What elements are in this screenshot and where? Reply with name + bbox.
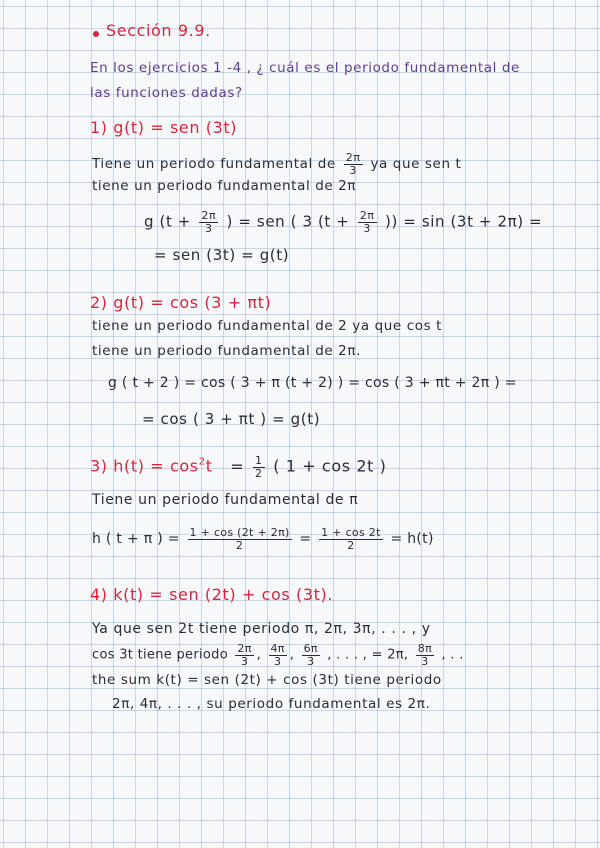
exercise-4-text-4: 2π, 4π, . . . , su periodo fundamental es 2π.	[112, 696, 431, 712]
fraction: $\frac{1}{2}$	[254, 454, 263, 480]
exercise-1-text-2: tiene un periodo fundamental de 2π	[92, 178, 357, 194]
fraction: $\frac{1 + \cos (2t + 2\pi)}{2}$	[189, 526, 290, 552]
fraction: $\frac{4\pi}{3}$	[270, 642, 285, 668]
intro-line-2: las funciones dadas?	[90, 85, 243, 101]
fraction: $\frac{2\pi}{3}$	[201, 209, 217, 235]
fraction: $\frac{8\pi}{3}$	[417, 642, 433, 668]
exercise-2-equation-2: = cos ( 3 + πt ) = g(t)	[142, 410, 321, 428]
section-heading: Sección 9.9.	[106, 21, 211, 40]
exercise-2-title: 2) g(t) = cos (3 + πt)	[90, 293, 272, 312]
exercise-2-equation-1: g ( t + 2 ) = cos ( 3 + π (t + 2) ) = cos ( 3 + πt + 2π ) =	[108, 375, 517, 391]
exercise-1-text-1: Tiene un periodo fundamental de $\frac{2\pi}{3}$ ya que sen t	[92, 151, 462, 177]
exercise-2-text-1: tiene un periodo fundamental de 2 ya que cos t	[92, 318, 443, 334]
fraction: $\frac{2\pi}{3}$	[345, 151, 361, 177]
exercise-4-title: 4) k(t) = sen (2t) + cos (3t).	[90, 585, 334, 604]
exercise-3-text-1: Tiene un periodo fundamental de π	[92, 492, 359, 508]
fraction: $\frac{6\pi}{3}$	[303, 642, 318, 668]
exercise-3-title: 3) $h(t) = \cos^2t$ = $\frac{1}{2}$ ( 1 + cos 2t )	[90, 454, 387, 480]
exercise-3-equation-1: h ( t + π ) = $\frac{1 + \cos (2t + 2\pi)}{2}$ = $\frac{1 + \cos 2t}{2}$ = h(t)	[92, 526, 434, 552]
exercise-1-equation-1: g (t + $\frac{2\pi}{3}$ ) = sen ( 3 (t + $\frac{2\pi}{3}$ )) = sin (3t + 2π) =	[144, 209, 543, 235]
exercise-1-equation-2: = sen (3t) = g(t)	[154, 246, 290, 264]
fraction: $\frac{1 + \cos 2t}{2}$	[321, 526, 381, 552]
fraction: $\frac{2\pi}{3}$	[359, 209, 375, 235]
exercise-1-title: 1) g(t) = sen (3t)	[90, 118, 238, 137]
exercise-2-text-2: tiene un periodo fundamental de 2π.	[92, 343, 361, 359]
fraction: $\frac{2\pi}{3}$	[237, 642, 252, 668]
exercise-4-text-1: Ya que sen 2t tiene periodo π, 2π, 3π, . . . , y	[92, 621, 431, 637]
exercise-4-text-3: the sum k(t) = sen (2t) + cos (3t) tiene periodo	[92, 672, 442, 688]
bullet-dot-icon	[93, 31, 99, 37]
intro-line-1: En los ejercicios 1 -4 , ¿ cuál es el periodo fundamental de	[90, 60, 520, 76]
exercise-4-text-2: cos 3t tiene periodo $\frac{2\pi}{3}$ , $\frac{4\pi}{3}$ , $\frac{6\pi}{3}$ , . . . , = 2π, $\frac{8\pi}{3}$ , . .	[92, 642, 464, 668]
